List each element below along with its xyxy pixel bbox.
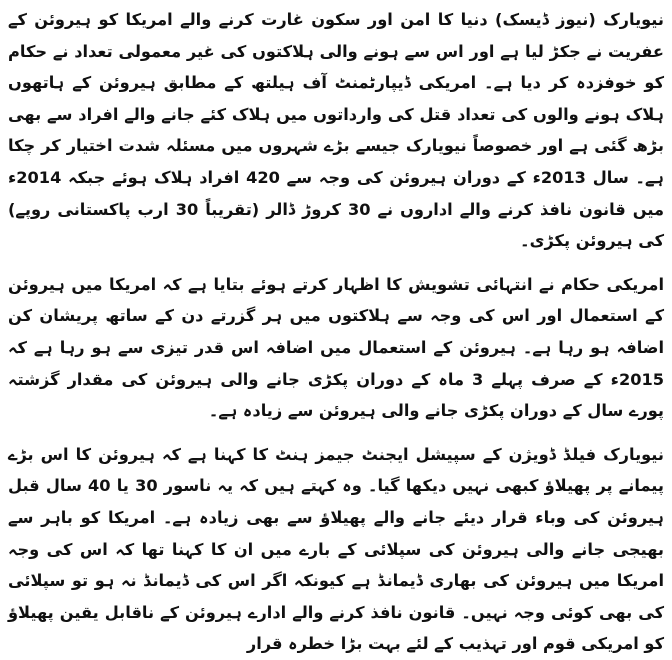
article-paragraph-1: نیویارک (نیوز ڈیسک) دنیا کا امن اور سکون غارت کرنے والے امریکا کو ہیروئن کے عفریت نے جکڑ لیا ہے اور اس سے ہونے والی ہلاکتوں کی غیر معمولی تعداد نے حکام کو خوفزدہ کر دیا ہے۔ امریکی ڈیپارٹمنٹ آف ہیلتھ کے مطابق ہیروئن کے ہاتھوں ہلاک ہونے والوں کی تعداد قتل کی وارداتوں میں ہلاک کئے جانے والے افراد سے بھی بڑھ گئی ہے اور خصوصاً نیویارک جیسے بڑے شہروں میں مسئلہ شدت اختیار کر چکا ہے۔ سال 2013ء کے دوران ہیروئن کی وجہ سے 420 افراد ہلاک ہوئے جبکہ 2014ء میں قانون نافذ کرنے والے اداروں نے 30 کروڑ ڈالر (تقریباً 30 ارب پاکستانی روپے) کی ہیروئن پکڑی۔ (8, 10, 664, 251)
article-body (8, 4, 664, 654)
article-paragraph-2: امریکی حکام نے انتہائی تشویش کا اظہار کرتے ہوئے بتایا ہے کہ امریکا میں ہیروئن کے استعمال اور اس کی وجہ سے ہلاکتوں میں ہر گزرتے دن کے ساتھ پریشان کن اضافہ ہو رہا ہے۔ ہیروئن کے استعمال میں اضافہ اس قدر تیزی سے ہو رہا ہے کہ 2015ء کے صرف پہلے 3 ماہ کے دوران پکڑی جانے والی ہیروئن کی مقدار گزشتہ پورے سال کے دوران پکڑی جانے والی ہیروئن سے زیادہ ہے۔ (8, 274, 664, 421)
article-paragraph-3: نیویارک فیلڈ ڈویژن کے سپیشل ایجنٹ جیمز ہنٹ کا کہنا ہے کہ ہیروئن کا اس بڑے پیمانے پر پھیلاؤ کبھی نہیں دیکھا گیا۔ وہ کہتے ہیں کہ یہ ناسور 30 یا 40 سال قبل ہیروئن کی وباء قرار دیئے جانے والے پھیلاؤ سے بھی زیادہ ہے۔ امریکا کو باہر سے بھیجی جانے والی ہیروئن کی سپلائی کے بارے میں ان کا کہنا تھا کہ اس کی وجہ امریکا میں ہیروئن کی بھاری ڈیمانڈ ہے کیونکہ اگر اس کی ڈیمانڈ نہ ہو تو سپلائی کی بھی کوئی وجہ نہیں۔ قانون نافذ کرنے والے ادارے ہیروئن کے ناقابل یقین پھیلاؤ کو امریکی قوم اور تہذیب کے لئے بہت بڑا خطرہ قرار (8, 444, 664, 654)
